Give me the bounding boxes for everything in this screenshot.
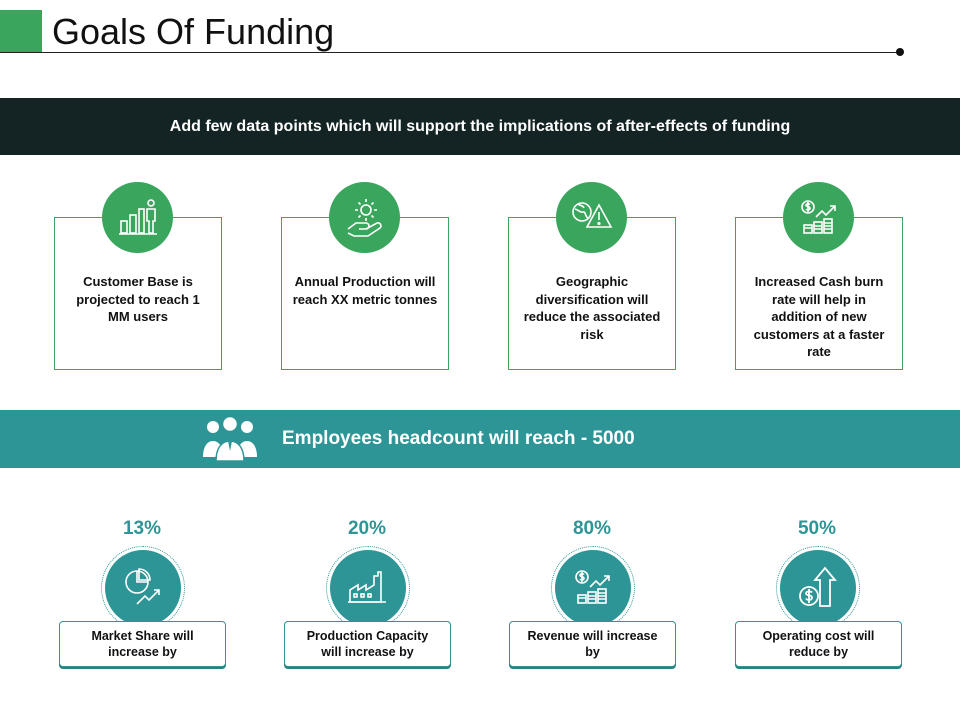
metric-label-production: Production Capacity will increase by [284, 621, 451, 667]
metric-percent-market-share: 13% [122, 518, 162, 539]
factory-icon [330, 550, 406, 626]
headcount-text: Employees headcount will reach - 5000 [282, 428, 635, 449]
team-icon [200, 413, 260, 463]
metric-label-operating-cost: Operating cost will reduce by [735, 621, 902, 667]
metric-percent-production: 20% [347, 518, 387, 539]
metric-percent-revenue: 80% [572, 518, 612, 539]
intro-banner [0, 98, 960, 155]
metric-label-revenue: Revenue will increase by [509, 621, 676, 667]
goal-card-text: Customer Base is projected to reach 1 MM users [76, 274, 200, 324]
gear-hand-icon [329, 182, 400, 253]
coin-arrow-up-icon [780, 550, 856, 626]
dollar-growth-icon [555, 550, 631, 626]
globe-warning-icon [556, 182, 627, 253]
dollar-growth-icon [783, 182, 854, 253]
metric-label-market-share: Market Share will increase by [59, 621, 226, 667]
goal-card-text: Geographic diversification will reduce the associated risk [523, 274, 661, 342]
title-underline [0, 52, 900, 53]
pie-chart-trend-icon [105, 550, 181, 626]
page-title: Goals Of Funding [52, 11, 335, 52]
title-underline-dot [896, 48, 904, 56]
intro-banner-text: Add few data points which will support the implications of after-effects of funding [169, 117, 791, 135]
goal-card-text: Increased Cash burn rate will help in addition of new customers at a faster rate [753, 274, 885, 359]
bar-chart-person-icon [102, 182, 173, 253]
title-accent-square [0, 10, 42, 52]
metric-percent-operating-cost: 50% [797, 518, 837, 539]
goal-card-text: Annual Production will reach XX metric tonnes [292, 274, 438, 307]
